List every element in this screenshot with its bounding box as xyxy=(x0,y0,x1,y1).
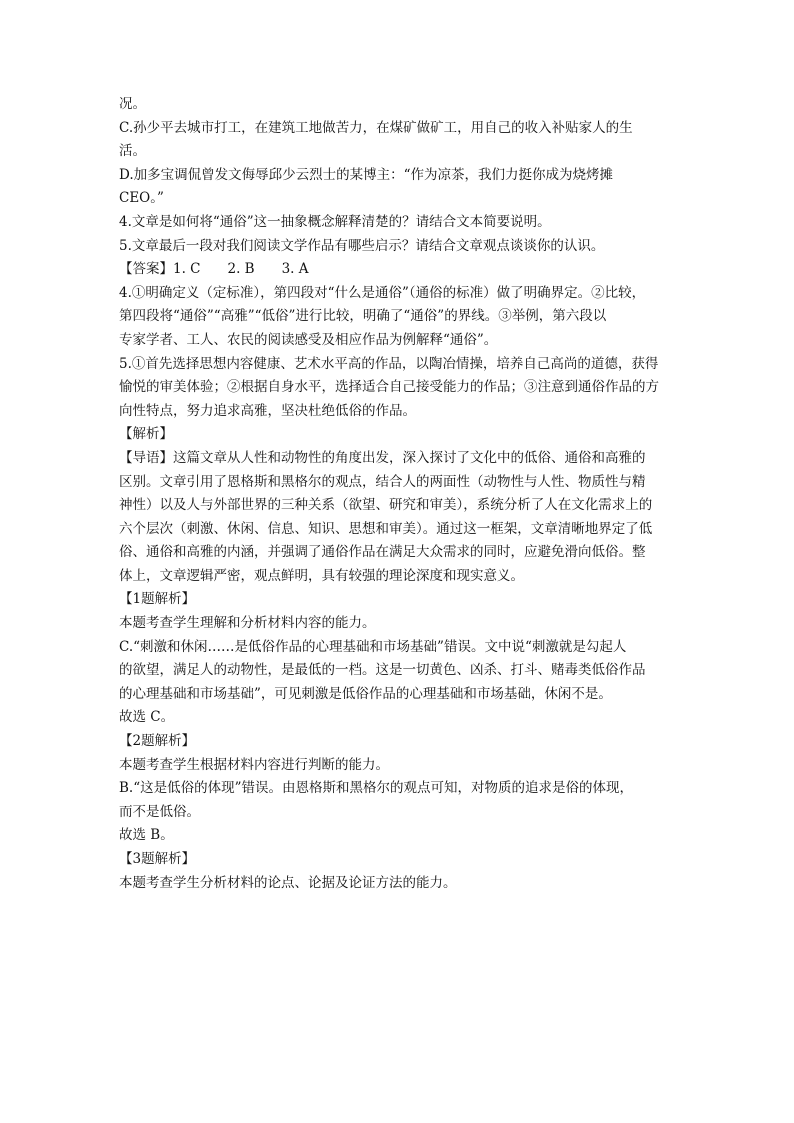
option-d-line: D.加多宝调侃曾发文侮辱邱少云烈士的某博主：“作为凉茶，我们力挺你成为烧烤摊 xyxy=(119,166,614,183)
q2-analysis-line: 而不是低俗。 xyxy=(119,803,200,820)
q1-analysis-line: C.“刺激和休闲……是低俗作品的心理基础和市场基础”错误。文中说“刺激就是勾起人 xyxy=(119,638,627,655)
q2-analysis-line: 本题考查学生根据材料内容进行判断的能力。 xyxy=(119,756,389,773)
q1-analysis-line: 本题考查学生理解和分析材料内容的能力。 xyxy=(119,615,376,632)
question-5: 5.文章最后一段对我们阅读文学作品有哪些启示？请结合文章观点谈谈你的认识。 xyxy=(119,237,605,254)
answer-4-line: 专家学者、工人、农民的阅读感受及相应作品为例解释“通俗”。 xyxy=(119,331,498,348)
answer-5-line: 5.①首先选择思想内容健康、艺术水平高的作品，以陶冶情操，培养自己高尚的道德，获得 xyxy=(119,355,659,372)
q3-analysis-line: 本题考查学生分析材料的论点、论据及论证方法的能力。 xyxy=(119,874,457,891)
intro-paragraph-line: 【导语】这篇文章从人性和动物性的角度出发，深入探讨了文化中的低俗、通俗和高雅的 xyxy=(119,449,646,466)
q2-analysis-heading: 【2题解析】 xyxy=(119,733,196,750)
q1-analysis-line: 的欲望，满足人的动物性，是最低的一档。这是一切黄色、凶杀、打斗、赌毒类低俗作品 xyxy=(119,662,646,679)
analysis-heading: 【解析】 xyxy=(119,426,173,443)
answer-heading: 【答案】1. C 2. B 3. A xyxy=(119,261,309,278)
intro-paragraph-line: 俗、通俗和高雅的内涵，并强调了通俗作品在满足大众需求的同时，应避免滑向低俗。整 xyxy=(119,544,646,561)
answer-5-line: 愉悦的审美体验；②根据自身水平，选择适合自己接受能力的作品；③注意到通俗作品的方 xyxy=(119,379,659,396)
q2-analysis-line: B.“这是低俗的体现”错误。由恩格斯和黑格尔的观点可知，对物质的追求是俗的体现， xyxy=(119,780,634,797)
answer-4-line: 4.①明确定义（定标准），第四段对“什么是通俗”（通俗的标准）做了明确界定。②比较， xyxy=(119,284,646,301)
text-line: 活。 xyxy=(119,143,146,160)
q1-conclusion: 故选 C。 xyxy=(119,709,175,726)
intro-paragraph-line: 区别。文章引用了恩格斯和黑格尔的观点，结合人的两面性（动物性与人性、物质性与精 xyxy=(119,473,646,490)
text-line: CEO。” xyxy=(119,190,164,207)
q3-analysis-heading: 【3题解析】 xyxy=(119,851,196,867)
q1-analysis-line: 的心理基础和市场基础”，可见刺激是低俗作品的心理基础和市场基础，休闲不是。 xyxy=(119,685,612,702)
question-4: 4.文章是如何将“通俗”这一抽象概念解释清楚的？请结合文本简要说明。 xyxy=(119,213,551,230)
document-body xyxy=(119,93,679,895)
text-line: 况。 xyxy=(119,96,146,112)
intro-paragraph-line: 神性）以及人与外部世界的三种关系（欲望、研究和审美），系统分析了人在文化需求上的 xyxy=(119,497,653,514)
answer-5-line: 向性特点，努力追求高雅，坚决杜绝低俗的作品。 xyxy=(119,402,416,419)
answer-4-line: 第四段将“通俗”“高雅”“低俗”进行比较，明确了“通俗”的界线。③举例，第六段以 xyxy=(119,308,607,325)
q1-analysis-heading: 【1题解析】 xyxy=(119,591,196,608)
option-c-line: C.孙少平去城市打工，在建筑工地做苦力，在煤矿做矿工，用自己的收入补贴家人的生 xyxy=(119,119,633,136)
intro-paragraph-line: 六个层次（刺激、休闲、信息、知识、思想和审美）。通过这一框架，文章清晰地界定了低 xyxy=(119,520,653,537)
q2-conclusion: 故选 B。 xyxy=(119,827,174,844)
intro-paragraph-line: 体上，文章逻辑严密，观点鲜明，具有较强的理论深度和现实意义。 xyxy=(119,567,524,584)
